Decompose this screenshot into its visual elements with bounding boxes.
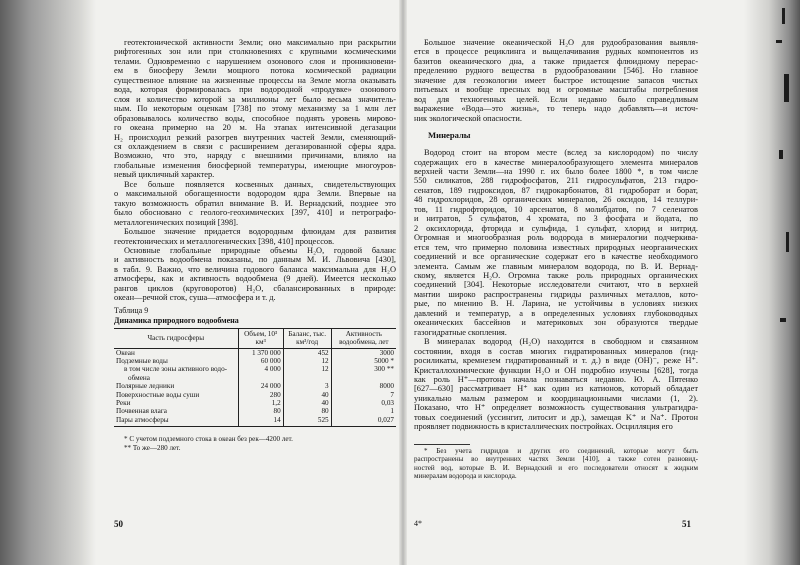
left-page-text bbox=[114, 38, 396, 303]
text-line: как роль H⁺—протона начала познаваться недавно. Ю. А. Пятенко bbox=[414, 374, 698, 384]
text-line: ник экологической опасности. bbox=[414, 113, 522, 123]
text-line: товых соединений (уссингит, литосит и др.), замещая K⁺ и Na⁺. Протон bbox=[414, 412, 698, 422]
text-line: Огромная и многообразная роль водорода в минералогии подчеркива- bbox=[414, 233, 698, 243]
text-line: телами. Одновременно с нарушением озонового слоя и проникновени- bbox=[114, 56, 396, 66]
table-row bbox=[114, 382, 396, 390]
text-line: рые, по мнению В. Н. Ларина, не устойчивы в условиях низких bbox=[414, 299, 698, 309]
scan-artifact bbox=[782, 8, 785, 24]
text-line: состоянии, входя в состав многих гидратированных минералов (гид- bbox=[414, 346, 698, 356]
table-cell bbox=[331, 374, 396, 382]
table-header-cell: Часть гидросферы bbox=[114, 328, 238, 348]
table-cell: 452 bbox=[283, 348, 331, 357]
table-cell: 12 bbox=[283, 357, 331, 365]
table-cell: 3000 bbox=[331, 348, 396, 357]
text-line: верхней части Земли—на 1990 г. их было более 1800 *, в том числе bbox=[414, 166, 698, 176]
table-cell: 5000 * bbox=[331, 357, 396, 365]
table-row bbox=[114, 365, 396, 373]
table-cell bbox=[283, 374, 331, 382]
text-line: Большое значение океанической H₂O для рудообразования выявля- bbox=[424, 38, 698, 47]
text-line: ется в процессе рециклинга и выщелачивания рудных компонентов из bbox=[414, 47, 698, 57]
scan-artifact bbox=[780, 318, 786, 322]
section-heading: Минералы bbox=[428, 130, 471, 141]
table-caption: Таблица 9 bbox=[114, 305, 149, 315]
table-row bbox=[114, 357, 396, 365]
text-line: Кристаллохимические функции H₂O и OH подробно изучены [628], тогда bbox=[414, 365, 698, 375]
table-cell: 40 bbox=[283, 399, 331, 407]
text-line: тов, 11 гидрофторидов, 10 арсенатов, 8 молибдатов, по 7 селенатов bbox=[414, 204, 698, 214]
text-line: невый цикличный характер. bbox=[114, 170, 215, 180]
text-line: скому, является H₂O. Огромна также роль природных органических bbox=[414, 270, 698, 280]
table-cell: 40 bbox=[283, 391, 331, 399]
table-cell: 24 000 bbox=[238, 382, 283, 390]
table-row bbox=[114, 416, 396, 427]
text-line: 2 оксихлорида, фторида и сульфида, 1 сульфат, хлорид и нитрид. bbox=[414, 223, 698, 233]
table-cell: Полярные ледники bbox=[116, 382, 175, 391]
paragraph bbox=[114, 246, 396, 303]
text-line: Водород стоит на втором месте (вслед за кислородом) по числу bbox=[424, 148, 698, 158]
table-cell: 1,2 bbox=[238, 399, 283, 407]
table-cell: Океан bbox=[116, 348, 135, 357]
footnote-line: ностей вод, которые В. И. Вернадский и его последователи относят к жидким bbox=[414, 463, 698, 472]
table-cell: 280 bbox=[238, 391, 283, 399]
table-footnotes bbox=[114, 435, 396, 452]
text-line: образовывалось количество воды, способное поднять уровень мирово- bbox=[114, 113, 396, 123]
text-line: геотектонической активности Земли; оно максимально при раскрытии bbox=[124, 38, 396, 47]
footnote-rule bbox=[414, 444, 470, 445]
footnote: * С учетом подземного стока в океан без рек—4200 лет. bbox=[124, 435, 293, 444]
table-header-cell: Активность водообмена, лет bbox=[331, 328, 396, 348]
right-intro-text bbox=[414, 38, 698, 123]
right-page-text bbox=[414, 148, 698, 432]
left-page bbox=[114, 38, 396, 452]
text-line: значение для геоэкологии имеет быстрое истощение запасов чистых bbox=[414, 75, 698, 85]
table-cell: 12 bbox=[283, 365, 331, 373]
page-footnote bbox=[414, 447, 698, 481]
text-line: [627—630] рассматривает H⁺ как один из катионов, который обладает bbox=[414, 384, 698, 394]
text-line: Показано, что H⁺ определяет возможность существования ультрагидра- bbox=[414, 403, 698, 413]
text-line: росиликаты, кремнезем гидратированный и т. д.) в виде (OH)⁻, реже H⁺. bbox=[414, 356, 698, 366]
paragraph bbox=[414, 38, 698, 123]
scan-artifact bbox=[779, 150, 783, 159]
footnote-line: минералам водорода и кислорода. bbox=[414, 472, 517, 481]
page-number-left: 50 bbox=[114, 519, 123, 529]
scan-artifact bbox=[786, 232, 789, 252]
text-line: элемента. Самым же главным минералом водорода, по В. И. Вернад- bbox=[414, 261, 698, 271]
table-cell: 80 bbox=[238, 407, 283, 415]
right-page bbox=[414, 38, 698, 481]
footnote: ** То же—280 лет. bbox=[124, 443, 181, 452]
table-row bbox=[114, 407, 396, 415]
paragraph bbox=[114, 227, 396, 246]
text-line: соединений [304]. Некоторые исследователи считают, что в верхней bbox=[414, 280, 698, 290]
text-line: такую возможность обратил внимание В. И. Вернадский, позднее это bbox=[114, 198, 396, 208]
text-line: сенатов, 189 гидроксидов, 87 гидрокарбонатов, 81 гидроборат и борат, bbox=[414, 185, 698, 195]
text-line: базитов океанического дна, а также придается флюидному перерас- bbox=[414, 56, 698, 66]
table-cell: 7 bbox=[331, 391, 396, 399]
text-line: проявляет подвижность в кристаллических постройках. Осцилляция его bbox=[414, 422, 673, 432]
text-line: рифтогенных зон или при столкновениях с крупными космическими bbox=[114, 47, 396, 57]
table-row bbox=[114, 348, 396, 357]
text-line: Большое значение придается водородным флюидам для развития bbox=[124, 227, 396, 237]
right-page-shadow bbox=[744, 0, 800, 565]
table-cell: 300 ** bbox=[331, 365, 396, 373]
text-line: ным. По некоторым оценкам [738] по этому механизму за 1 млн лет bbox=[114, 104, 396, 114]
text-line: пределению рудного вещества в рудообразовании [546]. Но главное bbox=[414, 66, 698, 76]
table-cell: 1 bbox=[331, 407, 396, 415]
text-line: 48 гидрохлоридов, 28 органических минералов, 26 оксидов, 14 теллури- bbox=[414, 195, 698, 205]
paragraph bbox=[414, 337, 698, 432]
table-header-cell: Баланс, тыс. км³/год bbox=[283, 328, 331, 348]
table-cell: обмена bbox=[128, 373, 150, 382]
page-number-right: 51 bbox=[682, 519, 691, 529]
table-header-row bbox=[114, 328, 396, 348]
text-line: и активность водообмена показаны, по данным М. И. Львовича [430], bbox=[114, 255, 396, 265]
text-line: океанических бассейнов и материковых зон образуются твердые bbox=[414, 318, 698, 328]
text-line: го океана примерно на 20 м. На этапах интенсивной дегазации bbox=[114, 123, 396, 133]
text-line: содержащих его в качестве минералообразующего элемента минералов bbox=[414, 157, 698, 167]
text-line: Все больше появляется косвенных данных, свидетельствующих bbox=[124, 179, 396, 189]
table-cell: 8000 bbox=[331, 382, 396, 390]
text-line: геотектонических и металлогенических [398, 410] процессов. bbox=[114, 236, 335, 246]
table-cell: 3 bbox=[283, 382, 331, 390]
text-line: питьевых и вообще пресных вод и огромные масштабы потребления bbox=[414, 85, 698, 95]
text-line: Основные глобальные природные объемы H₂O, годовой баланс bbox=[124, 245, 396, 255]
book-gutter bbox=[399, 0, 407, 565]
table-cell: Пары атмосферы bbox=[114, 416, 238, 427]
text-line: газогидратные скопления. bbox=[414, 327, 507, 337]
table-cell: в том числе зоны активного водо- bbox=[124, 365, 228, 374]
text-line: существенное влияние на жизненные процессы на Земле могла оказывать bbox=[114, 75, 396, 85]
table-cell: Почвенная влага bbox=[116, 407, 167, 416]
table-cell: Подземные воды bbox=[116, 356, 168, 365]
text-line: Возможно, что это, наряду с внешними причинами, влияло на bbox=[114, 151, 396, 161]
table-row bbox=[114, 374, 396, 382]
table-cell: 1 370 000 bbox=[238, 348, 283, 357]
table-header-cell: Объем, 10³ км³ bbox=[238, 328, 283, 348]
text-line: уникально малым размером и координационными числами (1, 2). bbox=[414, 393, 698, 403]
table-cell: Реки bbox=[116, 398, 131, 407]
scan-artifact bbox=[776, 40, 782, 43]
water-exchange-table bbox=[114, 328, 396, 427]
paragraph bbox=[414, 148, 698, 337]
text-line: соединений и все органические содержат его в качестве необходимого bbox=[414, 252, 698, 262]
table-row bbox=[114, 399, 396, 407]
paragraph bbox=[114, 180, 396, 227]
footnote-line: распространены во внутренних частях Земли [410], а также сотен разновид- bbox=[414, 455, 698, 464]
table-cell: 525 bbox=[283, 416, 331, 427]
text-line: давлений и температур, а в определенных условиях глубоководных bbox=[414, 308, 698, 318]
text-line: атмосферы, как и активность водообмена (9 дней). Имеется несколько bbox=[114, 274, 396, 284]
table-row bbox=[114, 391, 396, 399]
table-cell: Поверхностные воды суши bbox=[116, 390, 200, 399]
text-line: слоя и количество которой за миллионы лет было весьма значитель- bbox=[114, 94, 396, 104]
text-line: о максимальной обогащенности водородом ядра Земли. Впервые на bbox=[114, 189, 396, 199]
table-title: Динамика природного водообмена bbox=[114, 315, 239, 325]
text-line: и нитратов, 5 сульфатов, 4 хромата, по 3 фосфата и йодата, по bbox=[414, 214, 698, 224]
text-line: рангов циклов (круговоротов) H₂O, сбалансированных в природе: bbox=[114, 283, 396, 293]
text-line: вода, которая формировалась при водородной «продувке» озонового bbox=[114, 85, 396, 95]
text-line: H₂ происходил резкий разогрев внутренних частей Земли, сменяющий- bbox=[114, 132, 396, 142]
text-line: ся охлаждением в связи с расширением дегазированной сферы ядра. bbox=[114, 141, 396, 151]
table-body bbox=[114, 348, 396, 427]
text-line: было обосновано с геолого-геохимических [397, 410] и петрографо- bbox=[114, 208, 396, 218]
text-line: ем в биосферу Земли мощного потока космической радиации bbox=[114, 66, 396, 76]
left-page-shadow bbox=[0, 0, 96, 565]
table-cell bbox=[238, 374, 283, 382]
text-line: глобальные изменения биосферной температуры, имеющие многоуров- bbox=[114, 160, 396, 170]
signature-mark: 4* bbox=[414, 519, 422, 528]
text-line: В минералах водород (H₂O) находится в свободном и связанном bbox=[424, 337, 698, 347]
table-cell: 0,027 bbox=[331, 416, 396, 427]
footnote-line: * Без учета гидридов и других его соединений, которые могут быть bbox=[424, 446, 698, 455]
text-line: выражение «Вода—это жизнь», то теперь надо добавлять—и источ- bbox=[414, 104, 698, 114]
table-cell: 60 000 bbox=[238, 357, 283, 365]
table-cell: 4 000 bbox=[238, 365, 283, 373]
scan-artifact bbox=[784, 74, 789, 102]
text-line: 550 силикатов, 288 гидрофосфатов, 211 гидросульфатов, 213 гидро- bbox=[414, 176, 698, 186]
text-line: ется тем, что примерно половина известных природных неорганических bbox=[414, 242, 698, 252]
text-line: металлогенических позиций [398]. bbox=[114, 217, 239, 227]
text-line: в табл. 9. Важно, что величина годового баланса максимальна для H₂O bbox=[114, 264, 396, 274]
table-cell: 0,03 bbox=[331, 399, 396, 407]
text-line: мантии широко распространены гидриды различных металлов, кото- bbox=[414, 289, 698, 299]
text-line: океан—речной сток, суша—атмосфера и т. д. bbox=[114, 293, 276, 303]
table-cell: 14 bbox=[238, 416, 283, 427]
text-line: вод для техногенных целей. Если недавно было справедливым bbox=[414, 94, 698, 104]
paragraph bbox=[114, 38, 396, 180]
table-cell: 80 bbox=[283, 407, 331, 415]
